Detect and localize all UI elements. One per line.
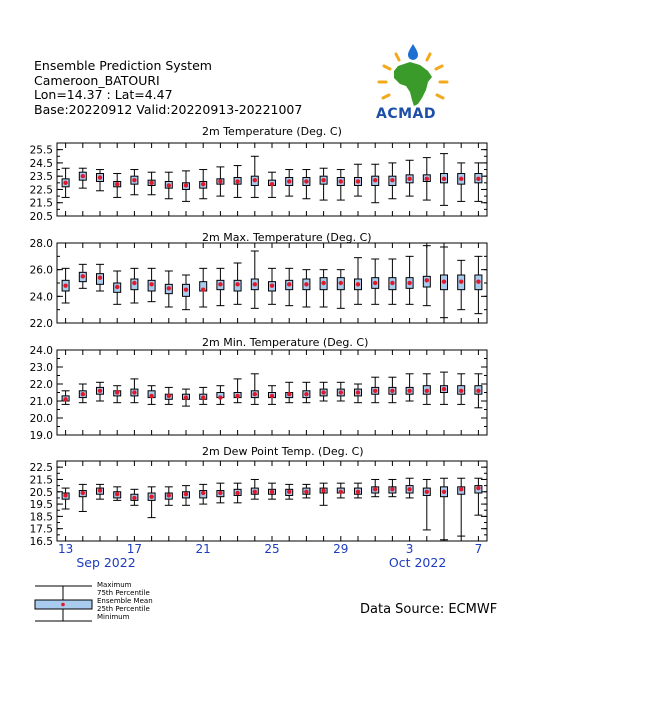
legend-label: 25th Percentile: [97, 605, 150, 613]
mean-marker: [442, 490, 446, 494]
mean-marker: [81, 392, 85, 396]
mean-marker: [184, 287, 188, 291]
mean-marker: [339, 179, 343, 183]
mean-marker: [390, 281, 394, 285]
mean-marker: [476, 177, 480, 181]
mean-marker: [115, 492, 119, 496]
mean-marker: [98, 275, 102, 279]
mean-marker: [425, 389, 429, 393]
chart-panel: [30, 231, 487, 330]
mean-marker: [167, 394, 171, 398]
y-tick-label: 18.5: [29, 511, 53, 524]
mean-marker: [201, 395, 205, 399]
mean-marker: [459, 389, 463, 393]
mean-marker: [253, 392, 257, 396]
y-tick-label: 21.5: [29, 197, 53, 210]
mean-marker: [270, 394, 274, 398]
y-tick-label: 16.5: [29, 536, 53, 548]
logo-text: ACMAD: [376, 106, 436, 122]
mean-marker: [81, 174, 85, 178]
mean-marker: [115, 390, 119, 394]
mean-marker: [63, 493, 67, 497]
mean-marker: [356, 390, 360, 394]
plot-frame: [57, 461, 487, 541]
mean-marker: [425, 177, 429, 181]
mean-marker: [373, 281, 377, 285]
mean-marker: [407, 281, 411, 285]
mean-marker: [149, 282, 153, 286]
mean-marker: [149, 494, 153, 498]
mean-marker: [201, 287, 205, 291]
mean-marker: [356, 490, 360, 494]
panel-title: 2m Min. Temperature (Deg. C): [202, 336, 369, 349]
legend-label: Ensemble Mean: [97, 597, 153, 605]
mean-marker: [339, 281, 343, 285]
mean-marker: [321, 488, 325, 492]
data-source: Data Source: ECMWF: [360, 602, 498, 617]
panel-title: 2m Max. Temperature (Deg. C): [202, 231, 372, 244]
mean-marker: [167, 183, 171, 187]
y-tick-label: 24.0: [29, 345, 53, 357]
mean-marker: [356, 282, 360, 286]
mean-marker: [270, 490, 274, 494]
chart-panel: [30, 336, 487, 442]
header-coords: Lon=14.37 : Lat=4.47: [34, 87, 173, 102]
mean-marker: [459, 279, 463, 283]
mean-marker: [425, 278, 429, 282]
chart-panel: [30, 445, 487, 548]
month-label: Sep 2022: [76, 555, 136, 570]
legend-label: Maximum: [97, 581, 132, 589]
y-tick-label: 24.5: [29, 157, 53, 170]
mean-marker: [339, 490, 343, 494]
y-tick-label: 21.5: [29, 474, 53, 487]
chart-panel: [30, 125, 487, 223]
y-tick-label: 22.5: [29, 462, 53, 475]
header-title: Ensemble Prediction System: [34, 58, 212, 73]
mean-marker: [63, 283, 67, 287]
y-tick-label: 20.5: [29, 211, 53, 223]
mean-marker: [321, 281, 325, 285]
panel-title: 2m Temperature (Deg. C): [202, 125, 342, 138]
mean-marker: [115, 285, 119, 289]
mean-marker: [235, 394, 239, 398]
y-tick-label: 21.0: [29, 396, 53, 408]
legend-label: Minimum: [97, 613, 130, 621]
mean-marker: [253, 178, 257, 182]
y-tick-label: 20.5: [29, 486, 53, 499]
mean-marker: [115, 182, 119, 186]
mean-marker: [218, 395, 222, 399]
mean-marker: [373, 178, 377, 182]
mean-marker: [270, 182, 274, 186]
y-tick-label: 25.5: [29, 144, 53, 157]
y-tick-label: 17.5: [29, 523, 53, 536]
mean-marker: [167, 286, 171, 290]
legend-labels: [97, 581, 153, 621]
header-dates: Base:20220912 Valid:20220913-20221007: [34, 101, 303, 117]
mean-marker: [321, 178, 325, 182]
mean-marker: [459, 487, 463, 491]
x-tick-label: 13: [57, 542, 74, 556]
mean-marker: [442, 177, 446, 181]
mean-marker: [390, 389, 394, 393]
x-tick-label: 29: [333, 542, 349, 556]
mean-marker: [218, 179, 222, 183]
mean-marker: [459, 177, 463, 181]
mean-marker: [390, 178, 394, 182]
mean-marker: [476, 486, 480, 490]
mean-marker: [373, 487, 377, 491]
legend: [35, 586, 92, 621]
mean-marker: [81, 274, 85, 278]
y-tick-label: 28.0: [29, 238, 53, 250]
mean-marker: [98, 389, 102, 393]
mean-marker: [253, 282, 257, 286]
mean-marker: [63, 397, 67, 401]
mean-marker: [476, 389, 480, 393]
mean-marker: [149, 181, 153, 185]
x-tick-label: 7: [474, 542, 483, 556]
mean-marker: [235, 179, 239, 183]
mean-marker: [287, 392, 291, 396]
mean-marker: [218, 491, 222, 495]
mean-marker: [167, 493, 171, 497]
mean-marker: [132, 390, 136, 394]
mean-marker: [98, 175, 102, 179]
mean-marker: [235, 491, 239, 495]
mean-marker: [304, 392, 308, 396]
mean-marker: [132, 496, 136, 500]
mean-marker: [63, 181, 67, 185]
mean-marker: [149, 394, 153, 398]
y-tick-label: 22.5: [29, 184, 53, 197]
mean-marker: [132, 281, 136, 285]
mean-marker: [184, 492, 188, 496]
mean-marker: [253, 490, 257, 494]
y-tick-label: 24.0: [29, 291, 53, 304]
mean-marker: [442, 279, 446, 283]
x-tick-label: 3: [405, 542, 414, 556]
y-tick-label: 22.0: [29, 379, 53, 391]
mean-marker: [270, 283, 274, 287]
mean-marker: [304, 490, 308, 494]
mean-marker: [287, 282, 291, 286]
mean-marker: [184, 395, 188, 399]
header-location: Cameroon_BATOURI: [34, 72, 160, 88]
mean-marker: [425, 490, 429, 494]
mean-marker: [339, 390, 343, 394]
y-tick-label: 20.0: [29, 413, 53, 425]
month-label: Oct 2022: [388, 555, 447, 570]
mean-marker: [373, 389, 377, 393]
x-tick-label: 21: [195, 542, 211, 556]
y-tick-label: 19.5: [29, 499, 53, 512]
mean-marker: [132, 178, 136, 182]
mean-marker: [390, 487, 394, 491]
mean-marker: [287, 179, 291, 183]
panel-title: 2m Dew Point Temp. (Deg. C): [202, 445, 364, 458]
mean-marker: [304, 282, 308, 286]
mean-marker: [235, 282, 239, 286]
mean-marker: [81, 491, 85, 495]
y-tick-label: 23.5: [29, 171, 53, 184]
mean-marker: [184, 183, 188, 187]
y-tick-label: 22.0: [29, 318, 53, 330]
y-tick-label: 23.0: [29, 362, 53, 374]
mean-marker: [287, 490, 291, 494]
mean-marker: [304, 179, 308, 183]
mean-marker: [442, 387, 446, 391]
x-tick-label: 17: [126, 542, 143, 556]
mean-marker: [201, 182, 205, 186]
mean-marker: [356, 179, 360, 183]
mean-marker: [201, 491, 205, 495]
mean-marker: [476, 279, 480, 283]
legend-label: 75th Percentile: [97, 589, 150, 597]
mean-marker: [407, 487, 411, 491]
mean-marker: [407, 389, 411, 393]
mean-marker: [321, 390, 325, 394]
y-tick-label: 19.0: [29, 430, 53, 442]
mean-marker: [218, 282, 222, 286]
mean-marker: [98, 488, 102, 492]
y-tick-label: 26.0: [29, 264, 53, 277]
legend-mean-marker: [61, 603, 65, 607]
x-tick-label: 25: [264, 542, 280, 556]
mean-marker: [407, 177, 411, 181]
